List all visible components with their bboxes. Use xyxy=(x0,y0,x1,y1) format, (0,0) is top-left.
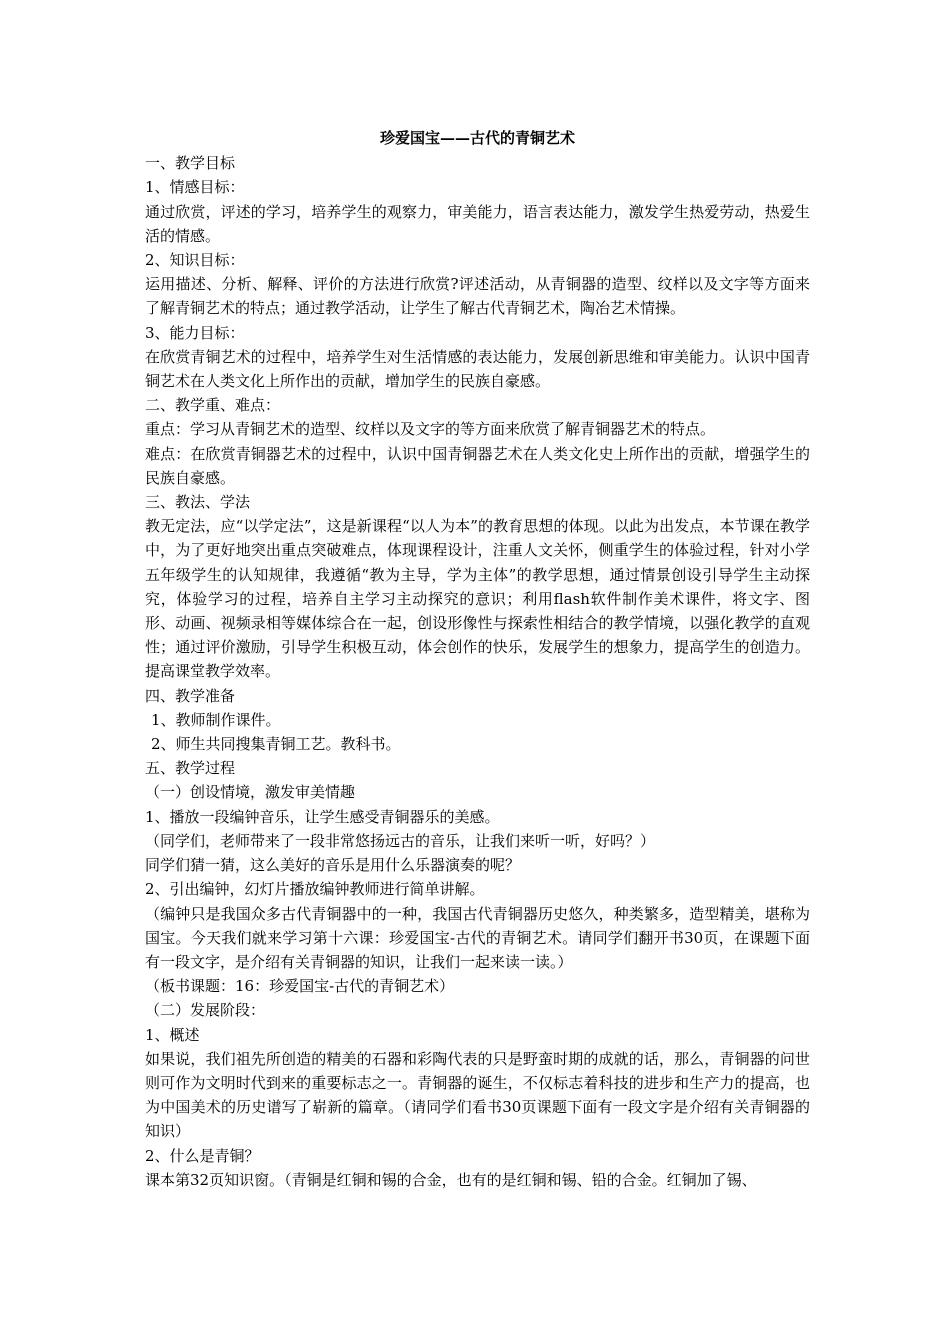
sub-heading: 2、什么是青铜？ xyxy=(145,1146,260,1165)
paragraph: （板书课题：16：珍爱国宝-古代的青铜艺术） xyxy=(145,977,455,996)
paragraph: 难点：在欣赏青铜器艺术的过程中，认识中国青铜器艺术在人类文化史上所作出的贡献，增强学生的民族自豪感。 xyxy=(145,444,810,487)
sub-heading: （一）创设情境，激发审美情趣 xyxy=(145,783,356,802)
section-heading: 二、教学重、难点： xyxy=(145,396,281,415)
section-heading: 一、教学目标 xyxy=(145,154,236,173)
paragraph: 重点：学习从青铜艺术的造型、纹样以及文字的等方面来欣赏了解青铜器艺术的特点。 xyxy=(145,420,716,439)
sub-heading: 1、情感目标： xyxy=(145,178,245,197)
paragraph: 教无定法，应“以学定法”，这是新课程“以人为本”的教育思想的体现。以此为出发点，本节课在教学中，为了更好地突出重点突破难点，体现课程设计，注重人文关怀，侧重学生的体验过程，针对小学五年级学生的认知规律，我遵循“教为主导，学为主体”的教学思想，通过情景创设引导学生主动探究，体验学习的过程，培养自主学习主动探究的意识；利用flash软件制作美术课件，将文字、图形、动画、视频录相等媒体综合在一起，创设形像性与探索性相结合的教学情境，以强化教学的直观性；通过评价激励，引导学生积极互动，体会创作的快乐，发展学生的想象力，提高学生的创造力。提高课堂教学效率。 xyxy=(145,517,810,681)
list-item: 1、教师制作课件。 xyxy=(151,710,281,729)
sub-heading: 1、概述 xyxy=(145,1025,200,1044)
paragraph: 2、引出编钟，幻灯片播放编钟教师进行简单讲解。 xyxy=(145,880,485,899)
paragraph: 在欣赏青铜艺术的过程中，培养学生对生活情感的表达能力，发展创新思维和审美能力。认识中国青铜艺术在人类文化上所作出的贡献，增加学生的民族自豪感。 xyxy=(145,347,810,391)
section-heading: 三、教法、学法 xyxy=(145,493,251,512)
paragraph: 1、播放一段编钟音乐，让学生感受青铜器乐的美感。 xyxy=(145,807,500,826)
paragraph: 运用描述、分析、解释、评价的方法进行欣赏?评述活动，从青铜器的造型、纹样以及文字等方面来了解青铜艺术的特点；通过教学活动，让学生了解古代青铜艺术，陶冶艺术情操。 xyxy=(145,275,810,318)
sub-heading: 2、知识目标： xyxy=(145,251,245,270)
section-heading: 五、教学过程 xyxy=(145,759,236,778)
sub-heading: 3、能力目标： xyxy=(145,323,245,342)
list-item: 2、师生共同搜集青铜工艺。教科书。 xyxy=(151,735,401,754)
paragraph: 课本第32页知识窗。（青铜是红铜和锡的合金，也有的是红铜和锡、铅的合金。红铜加了锡、 xyxy=(145,1170,757,1189)
document-page xyxy=(145,126,810,1192)
paragraph: 通过欣赏，评述的学习，培养学生的观察力，审美能力，语言表达能力，激发学生热爱劳动，热爱生活的情感。 xyxy=(145,202,810,245)
paragraph: （同学们，老师带来了一段非常悠扬远古的音乐，让我们来听一听，好吗？） xyxy=(145,831,656,850)
section-heading: 四、教学准备 xyxy=(145,686,236,705)
paragraph: （编钟只是我国众多古代青铜器中的一种，我国古代青铜器历史悠久，种类繁多，造型精美，堪称为国宝。今天我们就来学习第十六课：珍爱国宝-古代的青铜艺术。请同学们翻开书30页，在课题下面有一段文字，是介绍有关青铜器的知识，让我们一起来读一读。） xyxy=(145,904,810,971)
sub-heading: （二）发展阶段： xyxy=(145,1001,266,1020)
document-title: 珍爱国宝——古代的青铜艺术 xyxy=(379,129,575,147)
paragraph: 如果说，我们祖先所创造的精美的石器和彩陶代表的只是野蛮时期的成就的话，那么，青铜器的问世则可作为文明时代到来的重要标志之一。青铜器的诞生，不仅标志着科技的进步和生产力的提高，也为中国美术的历史谱写了崭新的篇章。（请同学们看书30页课题下面有一段文字是介绍有关青铜器的知识） xyxy=(145,1049,810,1141)
paragraph: 同学们猜一猜，这么美好的音乐是用什么乐器演奏的呢？ xyxy=(145,856,521,875)
